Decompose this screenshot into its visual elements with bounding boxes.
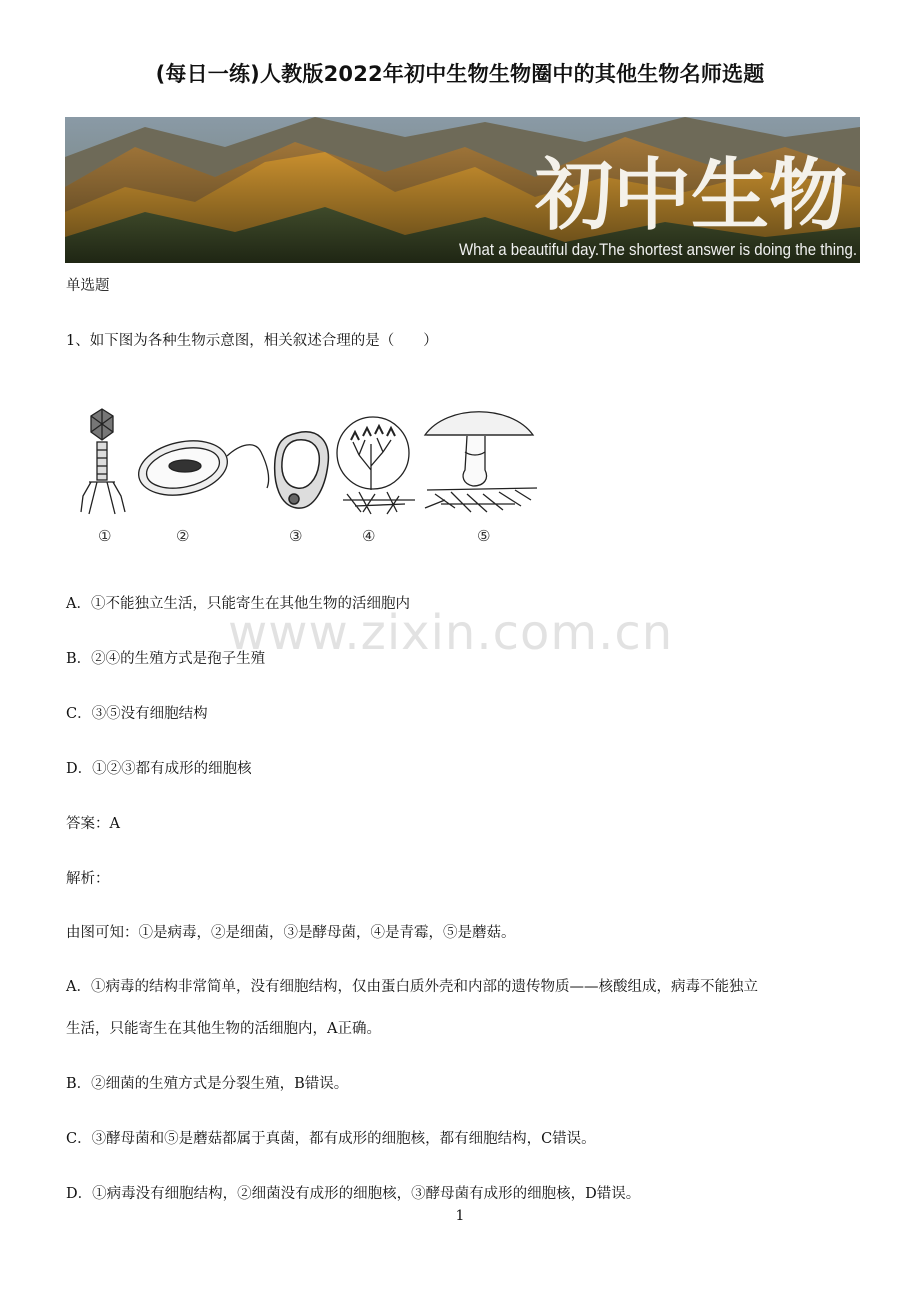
option-c: C．③⑤没有细胞结构 [66,706,208,722]
mushroom-illustration [425,412,537,512]
analysis-line: 生活，只能寄生在其他生物的活细胞内，A正确。 [66,1021,381,1037]
figure-label-2: ② [176,527,190,545]
option-a: A．①不能独立生活，只能寄生在其他生物的活细胞内 [66,596,410,612]
yeast-illustration [275,432,329,508]
analysis-line: A．①病毒的结构非常简单，没有细胞结构，仅由蛋白质外壳和内部的遗传物质——核酸组成，病毒不能独立 [66,979,758,995]
watermark: www.zixin.com.cn [228,605,674,661]
analysis-line: 由图可知：①是病毒，②是细菌，③是酵母菌，④是青霉，⑤是蘑菇。 [66,925,516,941]
banner-slogan: What a beautiful day.The shortest answer is doing the thing. [459,240,857,259]
mountain-landscape [65,117,860,263]
banner-image [65,117,860,263]
figure-label-4: ④ [362,527,376,545]
option-b: B．②④的生殖方式是孢子生殖 [66,651,266,667]
figure-label-5: ⑤ [477,527,491,545]
figure-label-3: ③ [289,527,303,545]
penicillium-illustration [337,417,415,514]
document-title: (每日一练)人教版2022年初中生物生物圈中的其他生物名师选题 [155,62,765,86]
analysis-line: D．①病毒没有细胞结构，②细菌没有成形的细胞核，③酵母菌有成形的细胞核，D错误。 [66,1186,641,1202]
analysis-label: 解析： [66,871,110,887]
virus-illustration [81,409,125,514]
bacterium-illustration [134,433,269,503]
analysis-line: B．②细菌的生殖方式是分裂生殖，B错误。 [66,1076,349,1092]
analysis-line: C．③酵母菌和⑤是蘑菇都属于真菌，都有成形的细胞核，都有细胞结构，C错误。 [66,1131,596,1147]
figure-label-1: ① [98,527,112,545]
answer: 答案：A [66,816,120,832]
section-heading: 单选题 [66,278,110,294]
question-stem: 1、如下图为各种生物示意图，相关叙述合理的是（ ） [66,333,438,349]
organisms-figure [75,400,545,550]
banner-calligraphy: 初中生物 [535,150,848,241]
option-d: D．①②③都有成形的细胞核 [66,761,252,777]
page-number: 1 [455,1208,465,1224]
